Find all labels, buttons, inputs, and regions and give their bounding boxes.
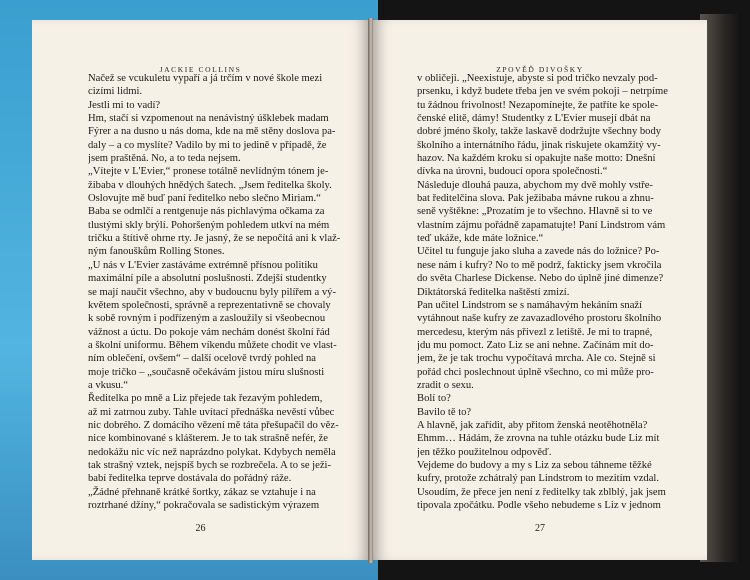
text-line: k sobě rovným i podřízeným a zasloužily si všeobecnou	[88, 313, 326, 325]
text-line: a vkusu.“	[88, 379, 129, 391]
text-line: Pan učitel Lindstrom se s namáhavým hekáním snaží	[417, 299, 643, 311]
left-running-header: JACKIE COLLINS	[159, 65, 242, 74]
text-line: Fýrer a na dusno u nás doma, kde na mě stěny doslova pa-	[88, 126, 336, 138]
text-line: jdu mu pomoct. Zato Liz se ani nehne. Začínám mít do-	[417, 339, 654, 351]
text-line: Učitel tu funguje jako sluha a zavede nás do ložnice? Po-	[417, 246, 660, 258]
left-page-number: 26	[195, 523, 206, 534]
text-line: nice kombinované s klášterem. Je to tak strašně nefér, že	[88, 433, 328, 445]
text-line: babí ředitelka teprve dostávala do pořádný ráže.	[88, 473, 292, 485]
text-line: tlustými skly brýlí. Pohoršeným pohledem utkví na mém	[88, 219, 330, 231]
text-line: tak strašný vztek, nejspíš bych se rozbrečela. A to se ježi-	[88, 459, 331, 471]
text-line: seně vyštěkne: „Prozatím je to všechno. Hlavně si to ve	[417, 206, 653, 218]
text-line: v obličeji. „Neexistuje, abyste si pod tričko nevzaly pod-	[417, 73, 658, 84]
right-running-header: ZPOVĚĎ DIVOŠKY	[496, 65, 584, 74]
text-line: „U nás v L'Evier zastáváme extrémně přísnou politiku	[88, 259, 318, 271]
text-line: vytáhnout naše kufry ze zavazadlového prostoru školního	[417, 313, 662, 325]
text-line: Bavilo tě to?	[417, 406, 472, 418]
text-line: prsenku, i když budete třeba jen ve svém pokoji – netrpíme	[417, 86, 668, 98]
text-line: květem společnosti, správně a reprezentativně se chovaly	[88, 299, 331, 311]
text-line: „Vítejte v L'Evier,“ pronese totálně nevlídným tónem je-	[88, 166, 329, 178]
text-line: Hm, stačí si vzpomenout na nenávistný úšklebek madam	[88, 113, 329, 125]
text-line: žibaba v dlouhých hnědých šatech. „Jsem ředitelka školy.	[88, 179, 332, 191]
text-line: pořád chci poslechnout úplně všechno, co mi může pro-	[417, 366, 654, 378]
text-line: školního a internátního řádu, jinak riskujete okamžitý vy-	[417, 139, 661, 151]
text-line: nic dobrého. Z domácího vězení mě táta přešupačil do věz-	[88, 419, 339, 431]
text-line: Jestli mi to vadí?	[88, 99, 161, 111]
text-line: moje tričko – „současně očekávám jistou míru slušnosti	[88, 366, 325, 378]
text-line: do světa Charlese Dickense. Nebo do úplně jiné dimenze?	[417, 273, 664, 285]
text-line: se mají naučit všechno, aby v budoucnu byly pilířem a vý-	[88, 286, 337, 298]
text-line: dobré jméno školy, takže laskavě dodržujte všechny body	[417, 126, 662, 138]
text-line: Oslovujte mě buď paní ředitelko nebo slečno Miriam.“	[88, 193, 321, 205]
text-line: vlastním zájmu pořádně zapamatujte! Paní Lindstrom vám	[417, 219, 666, 231]
text-line: teď ukáže, kde máte ložnice.“	[417, 233, 544, 245]
text-line: vážnost a úctu. Do pokoje vám nechám donést školní řád	[88, 326, 330, 338]
text-line: tu žádnou frivolnost! Nezapomínejte, že patříte ke spole-	[417, 99, 659, 111]
text-line: cizími lidmi.	[88, 86, 143, 98]
text-line: Diktátorská ředitelka naštěstí zmizí.	[417, 286, 570, 298]
text-line: Usoudím, že přece jen není z ředitelky tak zblblý, jak jsem	[417, 486, 666, 498]
text-line: jsem praštěná. No, a to teda nejsem.	[88, 153, 241, 165]
text-line: ným fanouškům Rolling Stones.	[88, 246, 225, 258]
left-page	[32, 20, 369, 560]
text-line: kufry, protože zchátralý pan Lindstrom to mezitím vzdal.	[417, 473, 660, 485]
text-line: bat ředitelčina slova. Pak ježibaba mávne rukou a zhnu-	[417, 193, 654, 205]
text-line: Ředitelka po mně a Liz přejede tak řezavým pohledem,	[88, 393, 323, 405]
left-page-text	[88, 72, 362, 512]
text-line: tipovala zpočátku. Podle všeho nebudeme s Liz v jednom	[417, 500, 661, 511]
text-line: hazov. Na každém kroku si opakujte naše motto: Dnešní	[417, 153, 656, 165]
text-line: nedokážu nic víc než naprázdno polykat. Kdybych neměla	[88, 446, 336, 458]
text-line: zradit o sexu.	[417, 379, 474, 391]
text-line: jen těžko použitelnou odpověď.	[417, 446, 552, 458]
text-line: Baba se odmlčí a rentgenuje nás pichlavýma očkama za	[88, 206, 325, 218]
text-line: tričku a štítivě ohrne rty. Je jasný, že se nepočítá ani k vlaž-	[88, 233, 341, 245]
text-line: a školní uniformu. Během víkendu můžete chodit ve vlast-	[88, 339, 337, 351]
text-line: Načež se vcukuletu vypaří a já trčím v nové škole mezi	[88, 73, 323, 84]
text-line: Bolí to?	[417, 393, 451, 405]
text-line: až mi zatrnou zuby. Tahle uvítací přednáška nevěstí vůbec	[88, 406, 335, 418]
text-line: čenské elitě, dámy! Studentky z L'Evier musejí dbát na	[417, 113, 651, 125]
text-line: A hlavně, jak zařídit, aby přitom ženská neotěhotněla?	[417, 419, 648, 431]
text-line: jem, že je tak trochu vypočítavá mrcha. Ale co. Stejně si	[417, 353, 656, 365]
text-line: daly – a co myslíte? Vadilo by mi to jedině v případě, že	[88, 139, 327, 151]
text-line: Vejdeme do budovy a my s Liz za sebou táhneme těžké	[417, 459, 652, 471]
text-line: Ehmm… Hádám, že zrovna na tuhle otázku bude Liz mít	[417, 433, 660, 445]
text-line: dívka na úrovni, budoucí opora společnosti.“	[417, 166, 608, 178]
text-line: Následuje dlouhá pauza, abychom my dvě mohly vstře-	[417, 179, 653, 191]
right-page-text	[417, 72, 669, 512]
text-line: mercedesu, kterým nás přivezl z letiště. Je mi to trapné,	[417, 326, 653, 338]
text-line: roztrhané džíny,“ pokračovala se sadistickým výrazem	[88, 500, 320, 511]
text-line: nese nám i kufry? No to mě podrž, fakticky jsem vkročila	[417, 259, 662, 271]
text-line: ním oblečení, ovšem“ – další ocelově tvrdý pohled na	[88, 353, 316, 365]
text-line: maximální píle a absolutní poslušnosti. Zdejší studentky	[88, 273, 327, 285]
right-page-number: 27	[535, 523, 545, 534]
right-page	[373, 20, 707, 560]
text-line: „Žádné přehnaně krátké šortky, zákaz se vztahuje i na	[88, 486, 316, 498]
